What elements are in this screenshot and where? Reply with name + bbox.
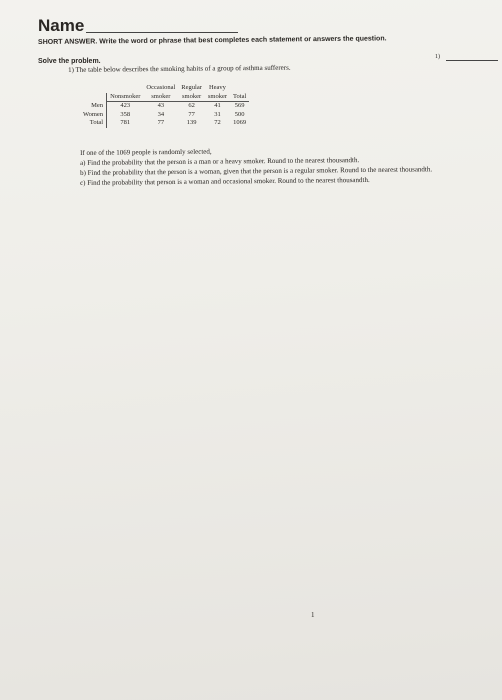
table-cell: 781 (120, 119, 131, 126)
smoking-habits-table (80, 84, 249, 128)
instructions-text: SHORT ANSWER. Write the word or phrase that best completes each statement or answers the question. (38, 35, 387, 46)
name-blank-line (86, 31, 238, 33)
table-cell: 41 (214, 102, 221, 109)
question-number: 1) (68, 65, 74, 74)
table-cell: 77 (157, 119, 165, 126)
header-cell (107, 84, 144, 93)
table-cell: 423 (120, 102, 131, 109)
question-intro: If one of the 1069 people is randomly selected, (80, 147, 212, 157)
table-header-row-2 (80, 93, 249, 102)
row-label: Women (80, 111, 107, 120)
header-cell: Regular (181, 84, 202, 91)
answer-blank-line (446, 60, 498, 61)
table-row (80, 119, 249, 128)
question-text: The table below describes the smoking habits of a group of asthma sufferers. (75, 63, 291, 74)
table-cell: 358 (120, 110, 131, 118)
table-row (80, 111, 249, 120)
answer-number: 1) (435, 54, 440, 60)
table-cell: 31 (214, 110, 221, 118)
header-cell: smoker (143, 93, 178, 102)
table-cell: 1069 (233, 119, 247, 126)
table-cell: 139 (186, 119, 197, 126)
header-cell: Heavy (208, 84, 226, 91)
question-part-c: c) Find the probability that person is a woman and occasional smoker. Round to the nearest thousandth. (80, 175, 370, 187)
header-cell: Total (230, 93, 249, 102)
table-cell: 62 (188, 102, 195, 109)
header-cell (230, 84, 249, 93)
table-cell: 569 (234, 102, 245, 109)
table-row (80, 102, 249, 111)
header-cell: Nonsmoker (107, 93, 144, 102)
question-prompt (68, 64, 291, 74)
question-body (80, 148, 440, 188)
row-label: Total (80, 119, 107, 128)
page-number: 1 (311, 611, 315, 619)
table-cell: 34 (157, 110, 165, 118)
question-part-b: b) Find the probability that the person is a woman, given that the person is a regular smoker. Round to the nearest thousandth. (80, 165, 433, 177)
table-cell: 43 (157, 102, 165, 109)
table-header-row-1 (80, 84, 249, 93)
section-title: Solve the problem. (38, 58, 101, 65)
table-cell: 72 (214, 119, 221, 126)
header-cell: smoker (178, 93, 205, 102)
header-cell: smoker (205, 93, 230, 102)
name-label: Name (38, 16, 85, 35)
row-label: Men (80, 102, 107, 111)
table-cell: 77 (188, 110, 195, 118)
table-cell: 500 (234, 110, 245, 118)
header-cell: Occasional (146, 84, 176, 91)
question-part-a: a) Find the probability that the person is a man or a heavy smoker. Round to the nearest thousandth. (80, 156, 360, 167)
name-field (38, 16, 238, 36)
